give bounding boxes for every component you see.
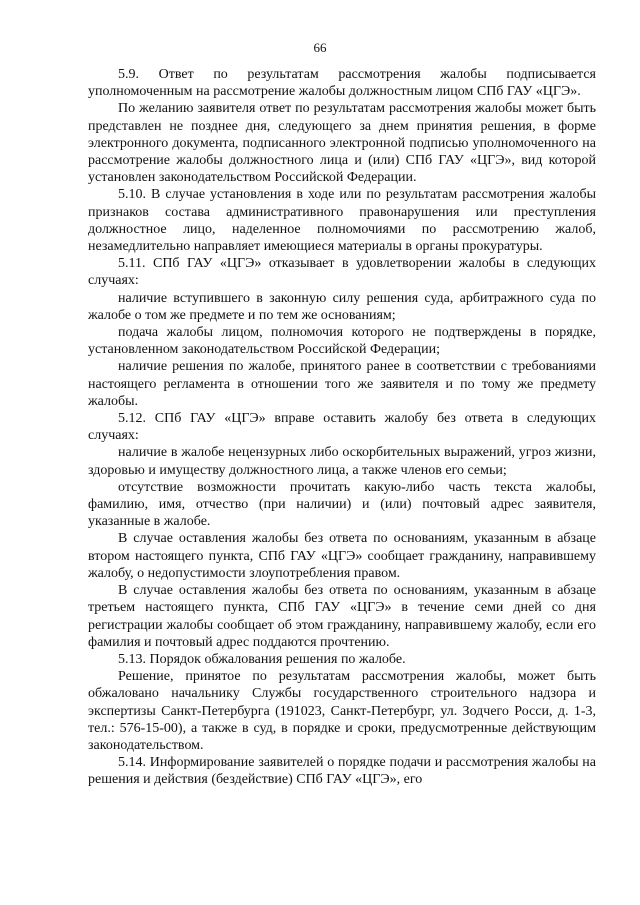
paragraph-5-12: 5.12. СПб ГАУ «ЦГЭ» вправе оставить жалобу без ответа в следующих случаях:	[88, 411, 596, 444]
paragraph-seven-days-notice: В случае оставления жалобы без ответа по основаниям, указанным в абзаце третьем настоящего пункта, СПб ГАУ «ЦГЭ» в течение семи дней со дня регистрации жалобы сообщает об этом гражданину, направившему жалобу, если его фамилия и почтовый адрес поддаются прочтению.	[88, 583, 596, 650]
paragraph-abuse-of-right: В случае оставления жалобы без ответа по основаниям, указанным в абзаце втором настоящего пункта, СПб ГАУ «ЦГЭ» сообщает гражданину, направившему жалобу, о недопустимости злоупотребления правом.	[88, 531, 596, 581]
document-body	[88, 66, 596, 789]
paragraph-5-10: 5.10. В случае установления в ходе или по результатам рассмотрения жалобы признаков состава административного правонарушения или преступления должностное лицо, наделенное полномочиями по рассмотрению жалоб, незамедлительно направляет имеющиеся материалы в органы прокуратуры.	[88, 187, 596, 255]
list-item-unconfirmed-authority: подача жалобы лицом, полномочия которого не подтверждены в порядке, установленном законодательством Российской Федерации;	[88, 325, 596, 358]
list-item-obscene-expressions: наличие в жалобе нецензурных либо оскорбительных выражений, угроз жизни, здоровью и имуществу должностного лица, а также членов его семьи;	[88, 445, 596, 478]
list-item-court-decision: наличие вступившего в законную силу решения суда, арбитражного суда по жалобе о том же предмете и по тем же основаниям;	[88, 290, 596, 323]
paragraph-5-11: 5.11. СПб ГАУ «ЦГЭ» отказывает в удовлетворении жалобы в следующих случаях:	[88, 256, 596, 289]
list-item-unreadable-text: отсутствие возможности прочитать какую-либо часть текста жалобы, фамилию, имя, отчество (при наличии) и (или) почтовый адрес заявителя, указанные в жалобе.	[88, 479, 596, 530]
paragraph-response-electronic: По желанию заявителя ответ по результатам рассмотрения жалобы может быть представлен не позднее дня, следующего за днем принятия решения, в форме электронного документа, подписанного электронной подписью уполномоченного на рассмотрение жалобы должностного лица и (или) СПб ГАУ «ЦГЭ», вид которой установлен законодательством Российской Федерации.	[88, 101, 596, 186]
paragraph-5-13: 5.13. Порядок обжалования решения по жалобе.	[118, 651, 406, 667]
page-number: 66	[313, 40, 327, 55]
paragraph-appeal-procedure: Решение, принятое по результатам рассмотрения жалобы, может быть обжаловано начальнику Службы государственного строительного надзора и экспертизы Санкт-Петербурга (191023, Санкт-Петербург, ул. Зодчего Росси, д. 1-3, тел.: 576-15-00), а также в суд, в порядке и сроки, предусмотренные действующим законодательством.	[88, 669, 596, 753]
list-item-previous-decision: наличие решения по жалобе, принятого ранее в соответствии с требованиями настоящего регламента в отношении того же заявителя и по тому же предмету жалобы.	[88, 359, 596, 409]
paragraph-5-14: 5.14. Информирование заявителей о порядке подачи и рассмотрения жалобы на решения и действия (бездействие) СПб ГАУ «ЦГЭ», его	[88, 755, 596, 788]
paragraph-5-9: 5.9. Ответ по результатам рассмотрения жалобы подписывается уполномоченным на рассмотрение жалобы должностным лицом СПб ГАУ «ЦГЭ».	[88, 67, 596, 100]
